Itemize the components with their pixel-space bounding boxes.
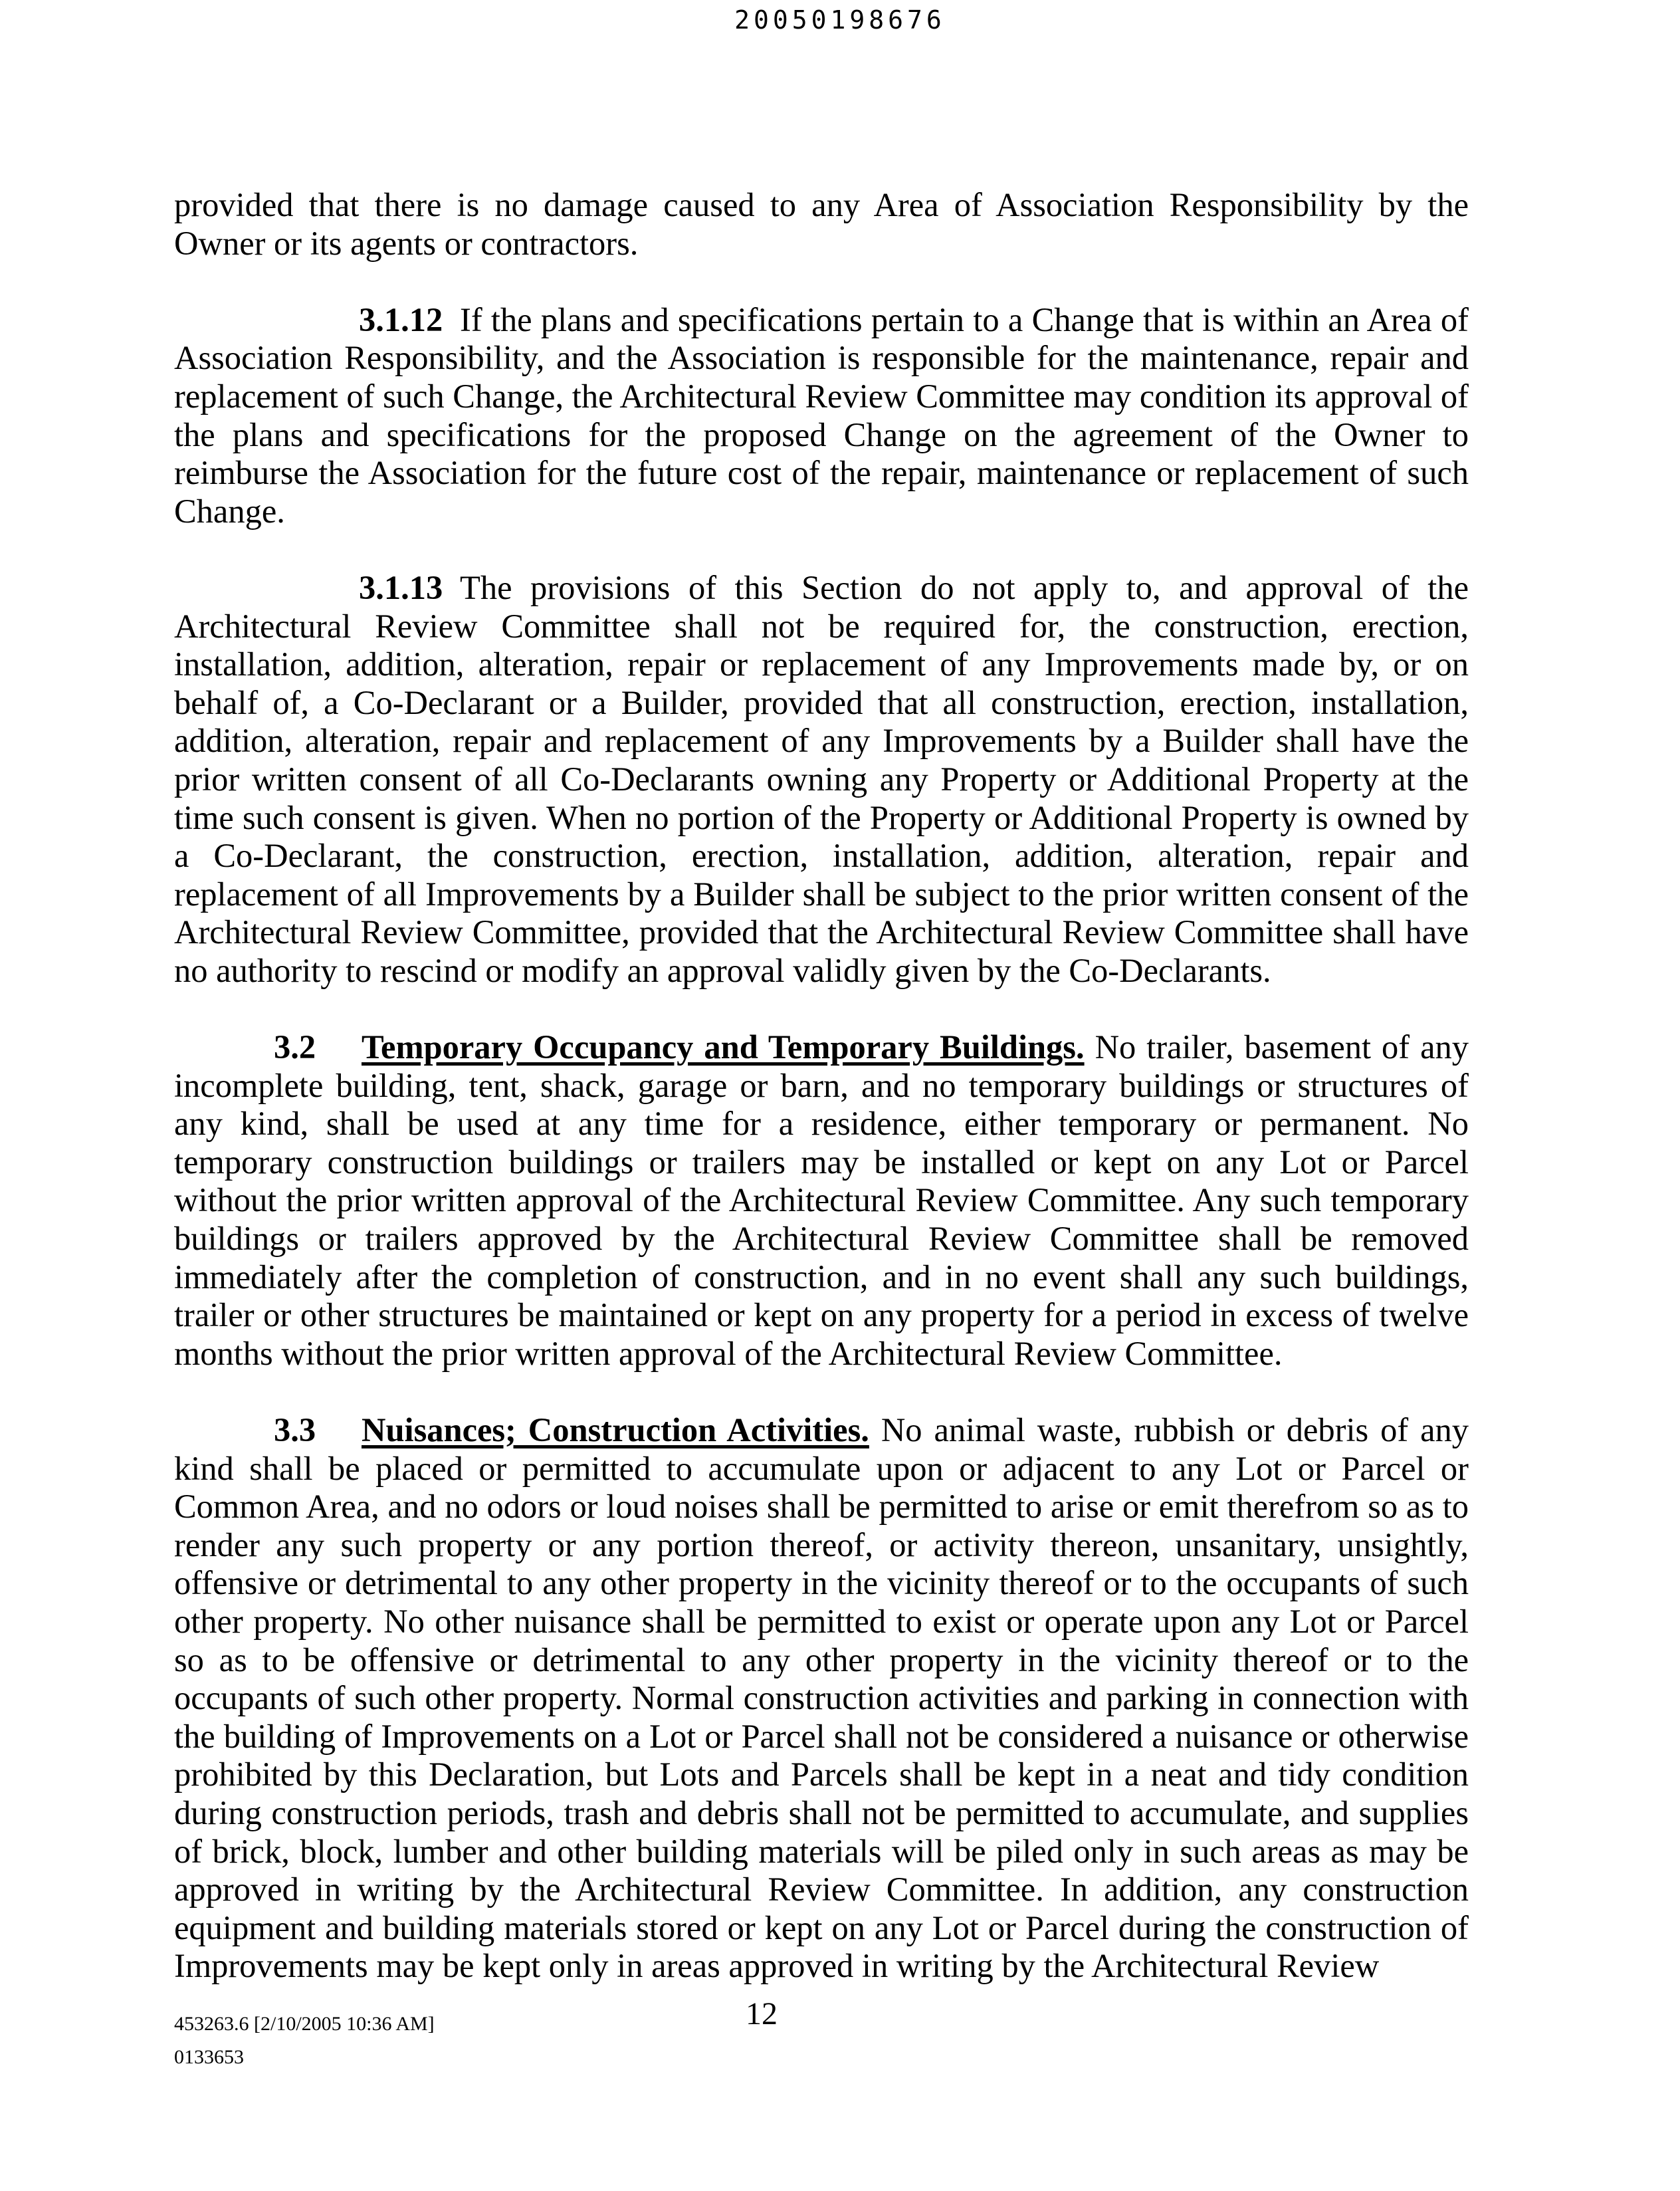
section-3-3 xyxy=(174,1411,1469,1986)
section-3-1-12 xyxy=(174,301,1469,531)
section-text: The provisions of this Section do not apply to, and approval of the Architectural Review Committee shall not be required for, the construction, erection, installation, addition, alteration, repair or replacement of any Improvements made by, or on behalf of, a Co-Declarant or a Builder, provided that all construction, erection, installation, addition, alteration, repair and replacement of any Improvements by a Builder shall have the prior written consent of all Co-Declarants owning any Property or Additional Property at the time such consent is given. When no portion of the Property or Additional Property is owned by a Co-Declarant, the construction, erection, installation, addition, alteration, repair and replacement of all Improvements by a Builder shall be subject to the prior written consent of the Architectural Review Committee, provided that the Architectural Review Committee shall have no authority to rescind or modify an approval validly given by the Co-Declarants. xyxy=(174,568,1469,989)
section-3-2 xyxy=(174,1028,1469,1373)
section-number: 3.3 xyxy=(274,1411,316,1448)
section-3-1-13 xyxy=(174,569,1469,990)
page-number: 12 xyxy=(746,1996,778,2031)
section-title: Temporary Occupancy and Temporary Buildings. xyxy=(362,1028,1085,1066)
section-number: 3.1.13 xyxy=(359,568,443,606)
client-number: 0133653 xyxy=(174,2046,244,2068)
document-reference: 453263.6 [2/10/2005 10:36 AM] xyxy=(174,2013,435,2035)
section-text: If the plans and specifications pertain to a Change that is within an Area of Association Responsibility, and the Association is responsible for the maintenance, repair and replacement of such Change, the Architectural Review Committee may condition its approval of the plans and specifications for the proposed Change on the agreement of the Owner to reimburse the Association for the future cost of the repair, maintenance or replacement of such Change. xyxy=(174,300,1469,530)
document-body xyxy=(174,186,1469,2024)
section-number: 3.2 xyxy=(274,1028,316,1066)
section-number: 3.1.12 xyxy=(359,300,443,338)
continuation-paragraph: provided that there is no damage caused to any Area of Association Responsibility by the Owner or its agents or contractors. xyxy=(174,186,1469,262)
section-text: No animal waste, rubbish or debris of any kind shall be placed or permitted to accumulate upon or adjacent to any Lot or Parcel or Common Area, and no odors or loud noises shall be permitted to arise or emit therefrom so as to render any such property or any portion thereof, or activity thereon, unsanitary, unsightly, offensive or detrimental to any other property in the vicinity thereof or to the occupants of such other property. No other nuisance shall be permitted to exist or operate upon any Lot or Parcel so as to be offensive or detrimental to any other property in the vicinity thereof or to the occupants of such other property. Normal construction activities and parking in connection with the building of Improvements on a Lot or Parcel shall not be considered a nuisance or otherwise prohibited by this Declaration, but Lots and Parcels shall be kept in a neat and tidy condition during construction periods, trash and debris shall not be permitted to accumulate, and supplies of brick, block, lumber and other building materials will be piled only in such areas as may be approved in writing by the Architectural Review Committee. In addition, any construction equipment and building materials stored or kept on any Lot or Parcel during the construction of Improvements may be kept only in areas approved in writing by the Architectural Review xyxy=(174,1411,1469,1985)
section-title: Nuisances; Construction Activities. xyxy=(362,1411,869,1448)
section-text: No trailer, basement of any incomplete building, tent, shack, garage or barn, and no temporary buildings or structures of any kind, shall be used at any time for a residence, either temporary or permanent. No temporary construction buildings or trailers may be installed or kept on any Lot or Parcel without the prior written approval of the Architectural Review Committee. Any such temporary buildings or trailers approved by the Architectural Review Committee shall be removed immediately after the completion of construction, and in no event shall any such buildings, trailer or other structures be maintained or kept on any property for a period in excess of twelve months without the prior written approval of the Architectural Review Committee. xyxy=(174,1028,1469,1372)
document-number: 20050198676 xyxy=(734,5,946,35)
footer-reference xyxy=(174,2008,435,2074)
